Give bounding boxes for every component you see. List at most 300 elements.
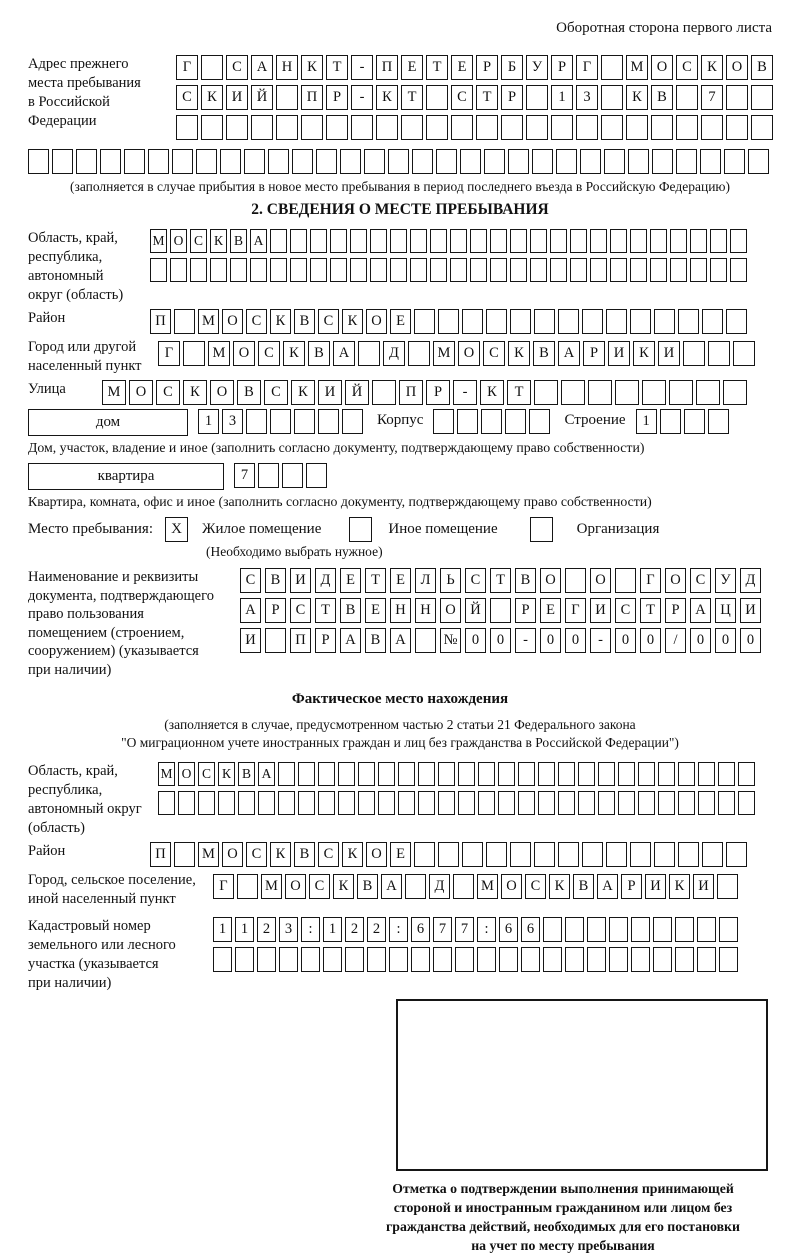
char-cell xyxy=(358,791,375,815)
char-cell xyxy=(576,115,598,140)
char-cell xyxy=(158,791,175,815)
char-cell: - xyxy=(351,55,373,80)
char-cell xyxy=(372,380,396,405)
char-cell: О xyxy=(178,762,195,786)
char-cell xyxy=(345,947,364,972)
stamp-box xyxy=(396,999,768,1171)
char-cell: К xyxy=(342,309,363,334)
char-cell xyxy=(561,380,585,405)
char-cell xyxy=(340,149,361,174)
char-cell xyxy=(650,229,667,253)
char-cell: С xyxy=(676,55,698,80)
char-cell: В xyxy=(533,341,555,366)
char-cell xyxy=(478,791,495,815)
char-cell: У xyxy=(715,568,736,593)
label-line: округ (область) xyxy=(28,287,124,303)
char-cell xyxy=(279,947,298,972)
char-cell xyxy=(170,258,187,282)
char-cell: А xyxy=(333,341,355,366)
char-cell: С xyxy=(525,874,546,899)
char-cell: И xyxy=(608,341,630,366)
char-cell: С xyxy=(465,568,486,593)
char-cell: К xyxy=(626,85,648,110)
char-cell xyxy=(450,229,467,253)
char-cell xyxy=(530,229,547,253)
char-cell xyxy=(226,115,248,140)
char-cell: О xyxy=(501,874,522,899)
residential-label: Жилое помещение xyxy=(202,521,322,537)
char-cell xyxy=(510,842,531,867)
label-line: Отметка о подтверждении выполнения принимающей xyxy=(392,1181,734,1196)
char-cell xyxy=(398,791,415,815)
char-cell: Р xyxy=(515,598,536,623)
char-cell: Е xyxy=(340,568,361,593)
char-cell xyxy=(390,229,407,253)
char-cell xyxy=(587,917,606,942)
char-cell xyxy=(582,309,603,334)
char-cell xyxy=(724,149,745,174)
char-cell xyxy=(218,791,235,815)
char-cell xyxy=(588,380,612,405)
char-cell xyxy=(518,762,535,786)
char-cell xyxy=(462,842,483,867)
char-cell xyxy=(237,874,258,899)
char-cell: О xyxy=(651,55,673,80)
char-cell xyxy=(582,842,603,867)
char-cell: К xyxy=(283,341,305,366)
char-cell xyxy=(697,917,716,942)
char-cell: 7 xyxy=(234,463,255,488)
char-cell xyxy=(550,258,567,282)
char-cell xyxy=(238,791,255,815)
char-cell: П xyxy=(301,85,323,110)
char-cell xyxy=(543,917,562,942)
char-cell: Т xyxy=(490,568,511,593)
char-cell xyxy=(498,791,515,815)
char-cell xyxy=(301,115,323,140)
char-cell: Д xyxy=(740,568,761,593)
fact-district-block xyxy=(28,842,772,867)
char-cell: О xyxy=(665,568,686,593)
char-cell: И xyxy=(318,380,342,405)
char-cell: В xyxy=(294,309,315,334)
char-cell xyxy=(698,791,715,815)
char-cell xyxy=(477,947,496,972)
char-cell xyxy=(521,947,540,972)
char-cell xyxy=(390,258,407,282)
char-cell: С xyxy=(240,568,261,593)
char-cell xyxy=(458,762,475,786)
char-cell xyxy=(310,258,327,282)
char-cell: И xyxy=(658,341,680,366)
char-cell: И xyxy=(590,598,611,623)
char-cell xyxy=(426,85,448,110)
char-cell xyxy=(550,229,567,253)
label-line: на учет по месту пребывания xyxy=(471,1238,655,1253)
char-cell xyxy=(726,842,747,867)
city-label xyxy=(28,338,158,376)
document-row-3 xyxy=(240,628,761,653)
region-label xyxy=(28,229,150,305)
char-cell: В xyxy=(357,874,378,899)
label-line: автономный xyxy=(28,268,104,284)
char-cell xyxy=(565,917,584,942)
char-cell: Р xyxy=(326,85,348,110)
char-cell xyxy=(658,762,675,786)
char-cell: М xyxy=(261,874,282,899)
cadastre-label xyxy=(28,917,213,993)
korpus-cells xyxy=(433,409,550,434)
char-cell xyxy=(708,409,729,434)
label-line: Федерации xyxy=(28,113,97,129)
char-cell xyxy=(318,791,335,815)
char-cell: К xyxy=(301,55,323,80)
char-cell: О xyxy=(170,229,187,253)
char-cell: - xyxy=(515,628,536,653)
char-cell: : xyxy=(477,917,496,942)
char-cell xyxy=(198,791,215,815)
char-cell: 7 xyxy=(433,917,452,942)
char-cell xyxy=(733,341,755,366)
char-cell: Т xyxy=(326,55,348,80)
char-cell xyxy=(565,947,584,972)
char-cell: 6 xyxy=(499,917,518,942)
char-cell xyxy=(638,762,655,786)
char-cell: Р xyxy=(476,55,498,80)
char-cell xyxy=(526,85,548,110)
char-cell: Р xyxy=(665,598,686,623)
char-cell: 0 xyxy=(690,628,711,653)
char-cell xyxy=(438,791,455,815)
char-cell: 0 xyxy=(640,628,661,653)
char-cell xyxy=(486,842,507,867)
char-cell xyxy=(534,380,558,405)
char-cell: Т xyxy=(315,598,336,623)
char-cell xyxy=(430,229,447,253)
char-cell xyxy=(684,409,705,434)
char-cell: Т xyxy=(426,55,448,80)
char-cell: 7 xyxy=(455,917,474,942)
char-cell xyxy=(510,309,531,334)
stamp-caption xyxy=(328,1179,798,1255)
char-cell xyxy=(196,149,217,174)
city-block xyxy=(28,338,772,376)
char-cell xyxy=(726,309,747,334)
char-cell: 3 xyxy=(222,409,243,434)
char-cell xyxy=(176,115,198,140)
char-cell: № xyxy=(440,628,461,653)
char-cell xyxy=(558,842,579,867)
char-cell: О xyxy=(222,309,243,334)
char-cell xyxy=(316,149,337,174)
char-cell xyxy=(490,598,511,623)
char-cell: М xyxy=(150,229,167,253)
label-line: участка (указывается xyxy=(28,956,159,972)
char-cell xyxy=(230,258,247,282)
char-cell xyxy=(268,149,289,174)
char-cell xyxy=(590,229,607,253)
char-cell: В xyxy=(751,55,773,80)
char-cell xyxy=(378,762,395,786)
organization-label: Организация xyxy=(576,521,660,537)
char-cell xyxy=(505,409,526,434)
char-cell: А xyxy=(251,55,273,80)
char-cell: К xyxy=(201,85,223,110)
house-block xyxy=(28,409,772,436)
char-cell: Р xyxy=(583,341,605,366)
char-cell: С xyxy=(483,341,505,366)
char-cell xyxy=(654,842,675,867)
char-cell: О xyxy=(285,874,306,899)
char-cell xyxy=(615,380,639,405)
char-cell: 3 xyxy=(576,85,598,110)
char-cell xyxy=(650,258,667,282)
char-cell xyxy=(609,947,628,972)
street-block xyxy=(28,380,772,405)
char-cell xyxy=(558,791,575,815)
region-rows xyxy=(150,229,747,287)
char-cell xyxy=(615,568,636,593)
label-line: Область, край, xyxy=(28,763,118,779)
char-cell xyxy=(210,258,227,282)
char-cell: Т xyxy=(401,85,423,110)
char-cell: Б xyxy=(501,55,523,80)
label-line: стороной и иностранным гражданином или лицом без xyxy=(393,1200,733,1215)
char-cell: М xyxy=(626,55,648,80)
char-cell xyxy=(76,149,97,174)
char-cell xyxy=(710,258,727,282)
char-cell xyxy=(565,568,586,593)
house-cells xyxy=(198,409,363,434)
char-cell: Е xyxy=(401,55,423,80)
char-cell: М xyxy=(198,309,219,334)
char-cell xyxy=(450,258,467,282)
fact-region-row-2 xyxy=(158,791,755,815)
char-cell: 1 xyxy=(213,917,232,942)
char-cell: А xyxy=(240,598,261,623)
char-cell xyxy=(676,149,697,174)
char-cell xyxy=(410,229,427,253)
char-cell xyxy=(426,115,448,140)
cadastre-block xyxy=(28,917,772,993)
prev-address-note: (заполняется в случае прибытия в новое место пребывания в период последнего въезда в Российскую Федерацию) xyxy=(69,179,731,194)
char-cell: Й xyxy=(465,598,486,623)
char-cell xyxy=(306,463,327,488)
char-cell xyxy=(201,115,223,140)
char-cell xyxy=(370,229,387,253)
street-cells xyxy=(102,380,747,405)
label-line: право пользования xyxy=(28,606,144,622)
char-cell: О xyxy=(726,55,748,80)
char-cell: К xyxy=(701,55,723,80)
char-cell xyxy=(270,258,287,282)
char-cell xyxy=(458,791,475,815)
char-cell xyxy=(518,791,535,815)
char-cell xyxy=(28,149,49,174)
char-cell: - xyxy=(590,628,611,653)
stay-type-label: Место пребывания: xyxy=(28,521,153,537)
char-cell: В xyxy=(238,762,255,786)
char-cell xyxy=(408,341,430,366)
char-cell: 0 xyxy=(740,628,761,653)
char-cell xyxy=(342,409,363,434)
char-cell xyxy=(411,947,430,972)
char-cell xyxy=(174,309,195,334)
char-cell: К xyxy=(508,341,530,366)
char-cell xyxy=(670,229,687,253)
char-cell: Й xyxy=(251,85,273,110)
residential-checkbox: X xyxy=(165,517,188,542)
char-cell: С xyxy=(615,598,636,623)
char-cell: С xyxy=(156,380,180,405)
actual-location-title: Фактическое место нахождения xyxy=(291,691,509,707)
char-cell xyxy=(490,229,507,253)
char-cell xyxy=(499,947,518,972)
char-cell xyxy=(470,258,487,282)
char-cell: С xyxy=(318,842,339,867)
char-cell xyxy=(590,258,607,282)
char-cell: А xyxy=(340,628,361,653)
char-cell: О xyxy=(458,341,480,366)
char-cell xyxy=(676,115,698,140)
char-cell: 0 xyxy=(615,628,636,653)
char-cell: 1 xyxy=(551,85,573,110)
char-cell xyxy=(510,258,527,282)
char-cell xyxy=(294,409,315,434)
char-cell xyxy=(430,258,447,282)
char-cell: С xyxy=(690,568,711,593)
label-line: гражданства действий, необходимых для его постановки xyxy=(386,1219,740,1234)
char-cell xyxy=(601,55,623,80)
char-cell xyxy=(606,842,627,867)
cadastre-row-2 xyxy=(213,947,738,972)
char-cell xyxy=(455,947,474,972)
document-rows xyxy=(240,568,761,658)
char-cell xyxy=(610,229,627,253)
char-cell xyxy=(415,628,436,653)
char-cell xyxy=(367,947,386,972)
char-cell: К xyxy=(342,842,363,867)
char-cell: Т xyxy=(507,380,531,405)
char-cell xyxy=(457,409,478,434)
char-cell: К xyxy=(210,229,227,253)
char-cell xyxy=(719,947,738,972)
char-cell xyxy=(678,762,695,786)
char-cell xyxy=(438,309,459,334)
char-cell: 1 xyxy=(636,409,657,434)
label-line: республика, xyxy=(28,249,103,265)
char-cell xyxy=(481,409,502,434)
char-cell: С xyxy=(246,842,267,867)
char-cell: М xyxy=(158,762,175,786)
label-line: Наименование и реквизиты xyxy=(28,569,199,585)
char-cell: А xyxy=(558,341,580,366)
char-cell: П xyxy=(376,55,398,80)
char-cell: О xyxy=(440,598,461,623)
char-cell: Т xyxy=(476,85,498,110)
document-row-1 xyxy=(240,568,761,593)
char-cell xyxy=(265,628,286,653)
char-cell: Й xyxy=(345,380,369,405)
char-cell xyxy=(631,947,650,972)
char-cell xyxy=(484,149,505,174)
korpus-label: Корпус xyxy=(377,412,424,428)
char-cell: К xyxy=(218,762,235,786)
char-cell: 0 xyxy=(540,628,561,653)
char-cell: 6 xyxy=(521,917,540,942)
char-cell: М xyxy=(208,341,230,366)
region-row-2 xyxy=(150,258,747,282)
char-cell: И xyxy=(290,568,311,593)
char-cell xyxy=(678,791,695,815)
char-cell xyxy=(670,258,687,282)
label-line: Кадастровый номер xyxy=(28,918,151,934)
char-cell: С xyxy=(309,874,330,899)
char-cell: Ц xyxy=(715,598,736,623)
fact-city-label xyxy=(28,871,213,909)
char-cell xyxy=(508,149,529,174)
char-cell xyxy=(748,149,769,174)
char-cell xyxy=(654,309,675,334)
char-cell xyxy=(726,115,748,140)
char-cell xyxy=(610,258,627,282)
char-cell: Е xyxy=(365,598,386,623)
char-cell: : xyxy=(389,917,408,942)
apartment-cells xyxy=(234,463,327,488)
char-cell xyxy=(702,842,723,867)
fact-city-cells xyxy=(213,874,738,899)
char-cell xyxy=(538,762,555,786)
char-cell xyxy=(700,149,721,174)
district-label: Район xyxy=(28,310,66,326)
cadastre-rows xyxy=(213,917,738,977)
label-line: иной населенный пункт xyxy=(28,891,176,907)
char-cell: С xyxy=(264,380,288,405)
char-cell: Р xyxy=(315,628,336,653)
char-cell xyxy=(609,917,628,942)
char-cell xyxy=(738,791,755,815)
prev-address-row-1 xyxy=(176,55,773,80)
char-cell xyxy=(292,149,313,174)
char-cell xyxy=(478,762,495,786)
char-cell xyxy=(412,149,433,174)
char-cell xyxy=(696,380,720,405)
char-cell: И xyxy=(226,85,248,110)
prev-address-overflow-row xyxy=(28,149,772,174)
char-cell xyxy=(470,229,487,253)
char-cell: К xyxy=(270,309,291,334)
char-cell: Г xyxy=(176,55,198,80)
label-line: Город или другой xyxy=(28,339,137,355)
prev-address-rows xyxy=(176,55,773,145)
char-cell xyxy=(376,115,398,140)
char-cell: П xyxy=(399,380,423,405)
char-cell xyxy=(601,85,623,110)
char-cell: Р xyxy=(621,874,642,899)
char-cell xyxy=(244,149,265,174)
char-cell xyxy=(532,149,553,174)
char-cell xyxy=(298,762,315,786)
char-cell: 0 xyxy=(715,628,736,653)
char-cell xyxy=(351,115,373,140)
char-cell: К xyxy=(633,341,655,366)
char-cell xyxy=(290,258,307,282)
char-cell: Т xyxy=(365,568,386,593)
char-cell: 0 xyxy=(465,628,486,653)
char-cell xyxy=(738,762,755,786)
char-cell xyxy=(460,149,481,174)
char-cell xyxy=(726,85,748,110)
